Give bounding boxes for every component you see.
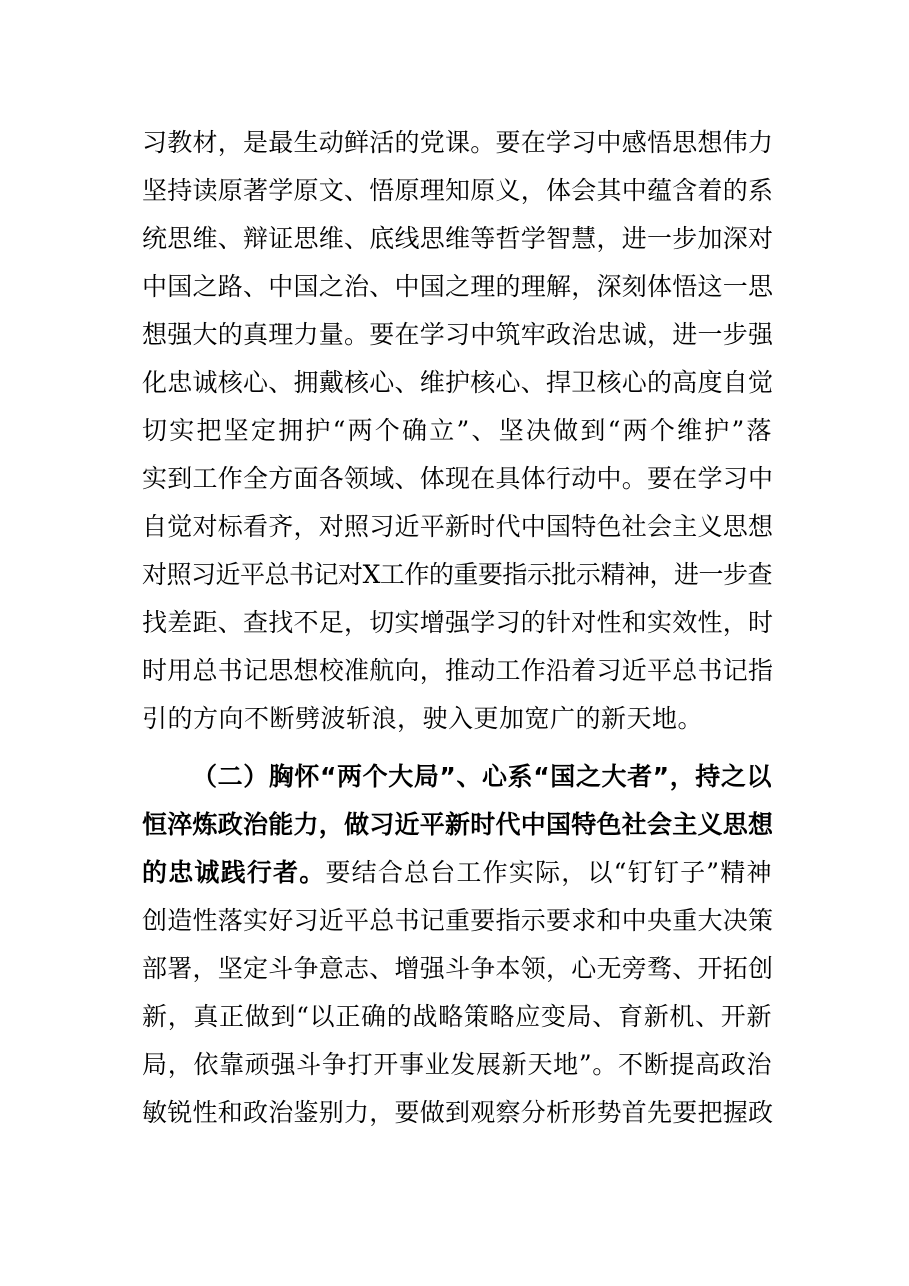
- text-line: 实到工作全方面各领域、体现在具体行动中。要在学习中: [142, 464, 774, 493]
- text-line: 时用总书记思想校准航向，推动工作沿着习近平总书记指: [142, 656, 774, 685]
- paragraph-study-section: [142, 119, 772, 743]
- text-line: 新，真正做到“以正确的战略策略应变局、育新机、开新: [142, 1002, 772, 1031]
- section-heading-line: （二）胸怀“两个大局”、心系“国之大者”，持之以: [192, 762, 772, 791]
- section-heading-end: 的忠诚践行者。: [142, 858, 326, 887]
- text-line: 想强大的真理力量。要在学习中筑牢政治忠诚，进一步强: [142, 320, 774, 349]
- text-line: 坚持读原著学原文、悟原理知原义，体会其中蕴含着的系: [142, 176, 774, 205]
- text-line: 自觉对标看齐，对照习近平新时代中国特色社会主义思想: [142, 512, 774, 541]
- section-heading-line: 恒淬炼政治能力，做习近平新时代中国特色社会主义思想: [142, 810, 774, 839]
- text-line: 找差距、查找不足，切实增强学习的针对性和实效性，时: [142, 608, 774, 637]
- text-line: 切实把坚定拥护“两个确立”、坚决做到“两个维护”落: [142, 416, 772, 445]
- text-line: 化忠诚核心、拥戴核心、维护核心、捍卫核心的高度自觉: [142, 368, 774, 397]
- text-line: 对照习近平总书记对X工作的重要指示批示精神，进一步查: [142, 560, 772, 589]
- section-body-start: 要结合总台工作实际，以“钉钉子”精神: [325, 858, 772, 887]
- text-line: [142, 849, 772, 897]
- text-line: 部署，坚定斗争意志、增强斗争本领，心无旁骛、开拓创: [142, 954, 774, 983]
- text-line: 敏锐性和政治鉴别力，要做到观察分析形势首先要把握政: [142, 1098, 774, 1127]
- text-line: 创造性落实好习近平总书记重要指示要求和中央重大决策: [142, 906, 774, 935]
- text-line: 统思维、辩证思维、底线思维等哲学智慧，进一步加深对: [142, 224, 774, 253]
- text-line: 引的方向不断劈波斩浪，驶入更加宽广的新天地。: [142, 704, 704, 733]
- text-line: 中国之路、中国之治、中国之理的理解，深刻体悟这一思: [142, 272, 774, 301]
- text-line: 习教材，是最生动鲜活的党课。要在学习中感悟思想伟力: [142, 128, 774, 157]
- text-line: 局，依靠顽强斗争打开事业发展新天地”。不断提高政治: [142, 1050, 772, 1079]
- paragraph-section-two: [142, 753, 772, 1137]
